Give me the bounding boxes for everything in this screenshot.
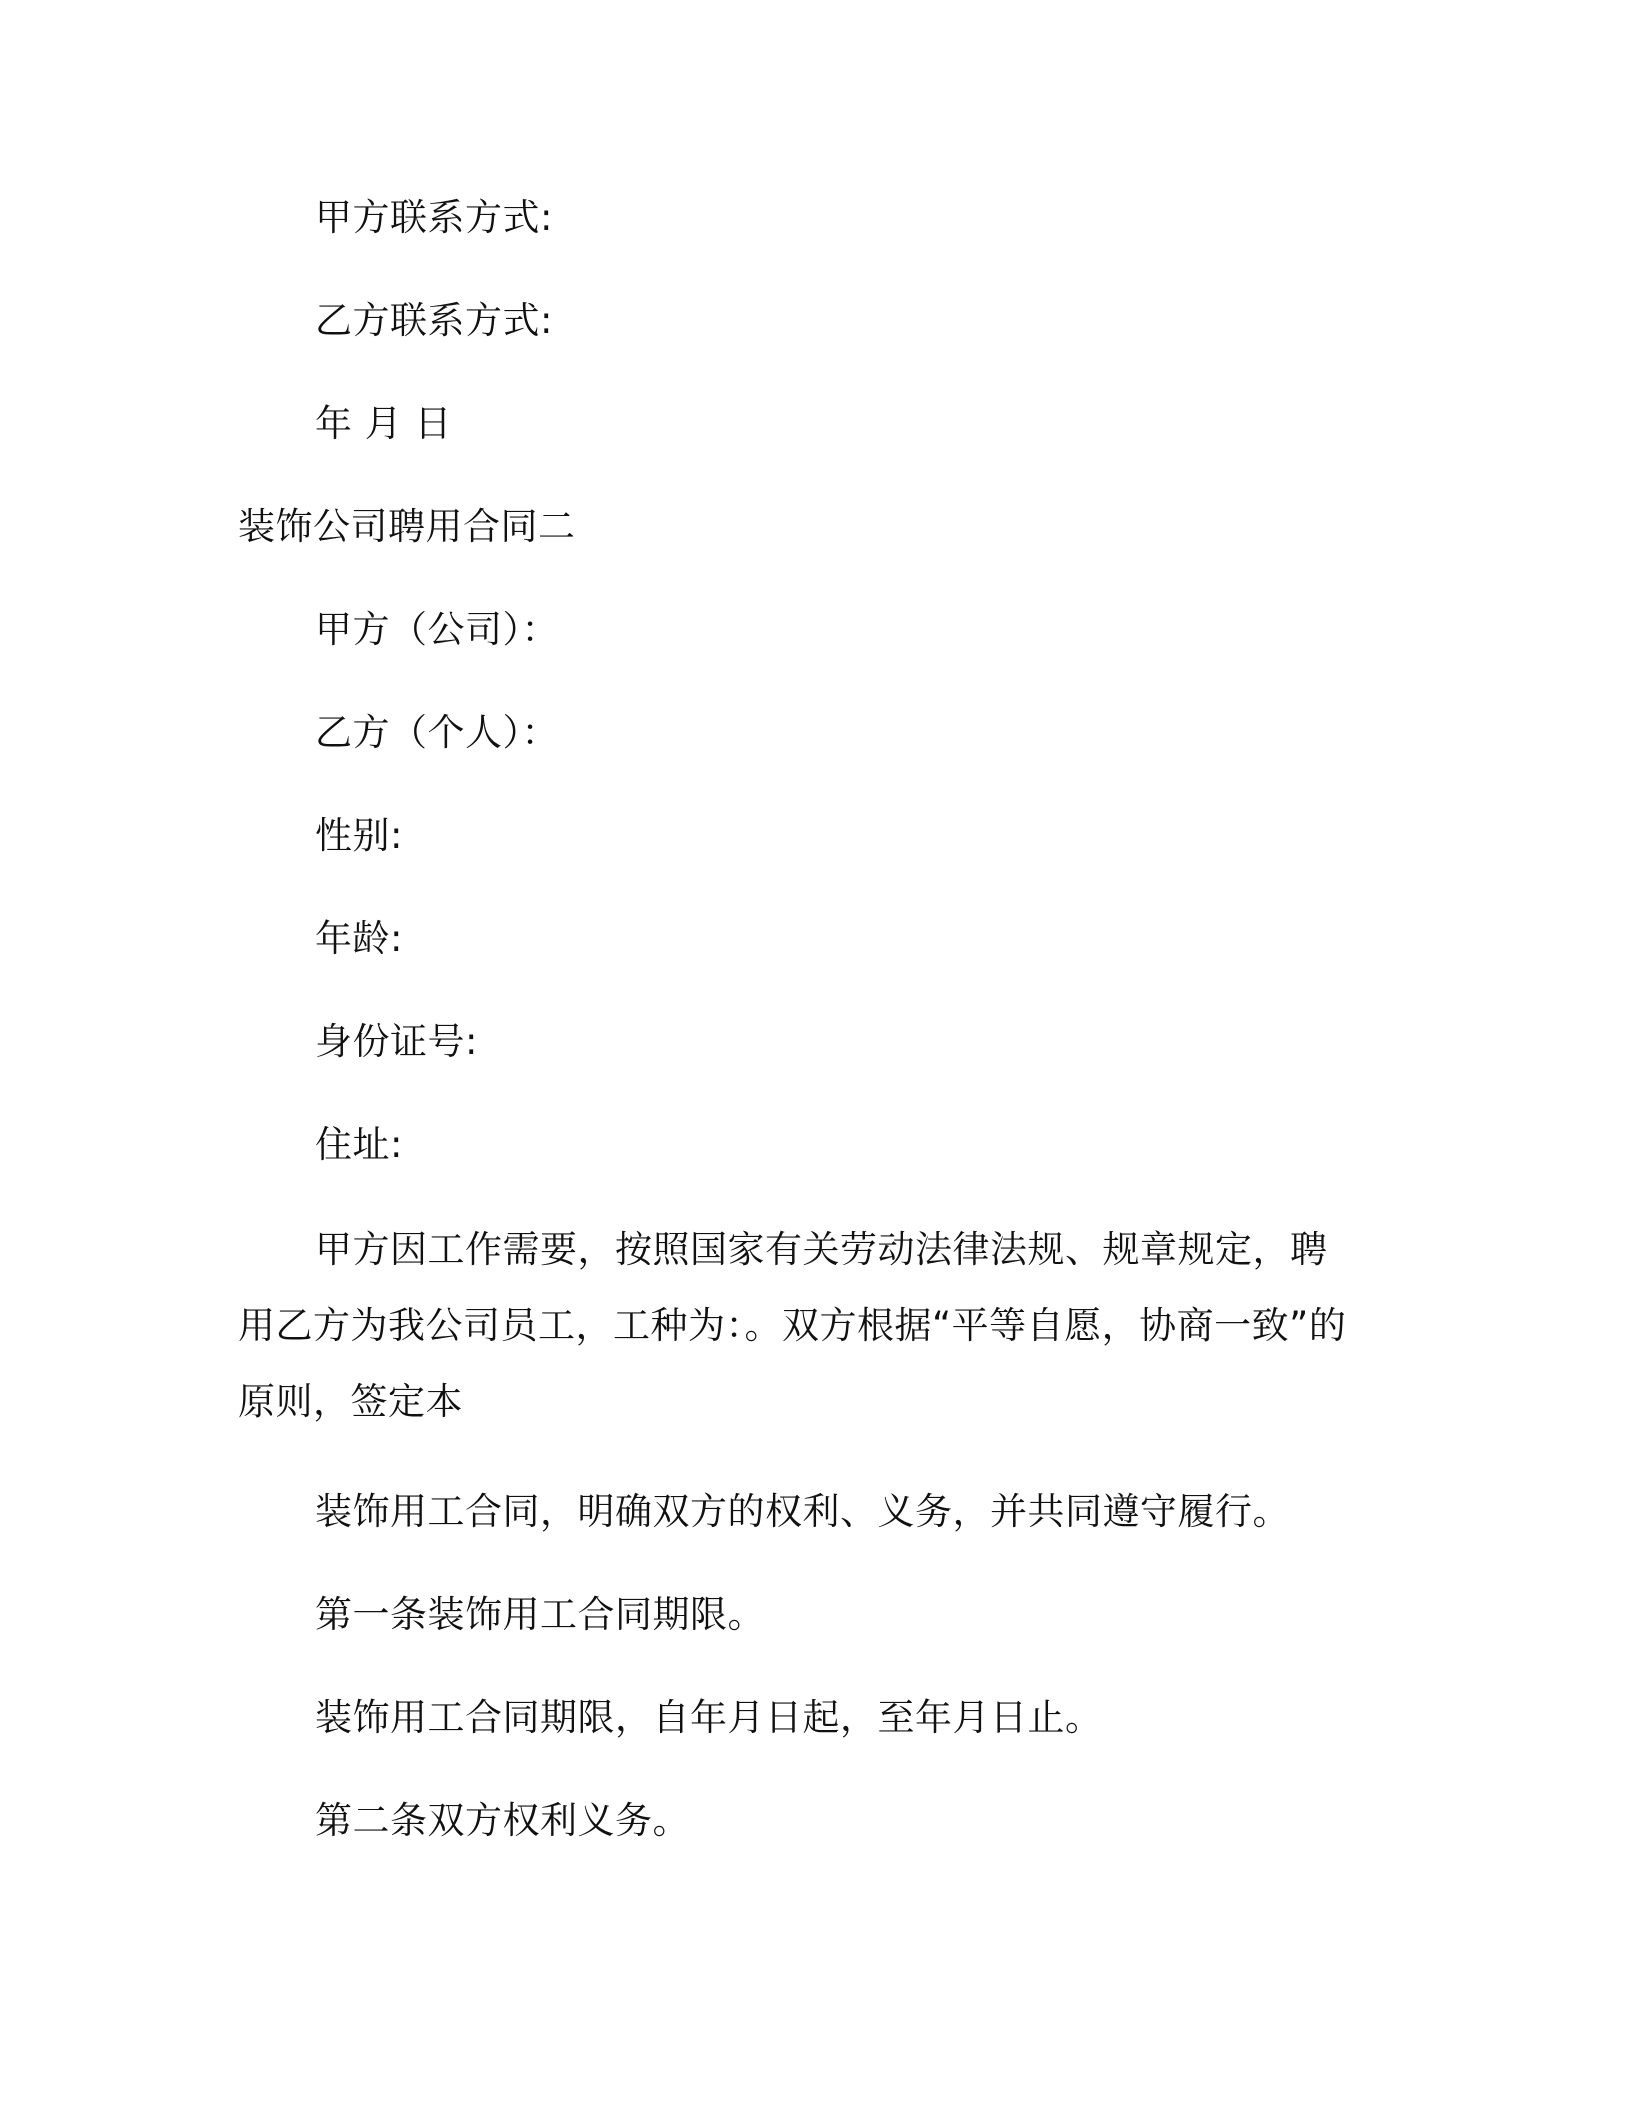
article-two-heading: 第二条双方权利义务。 — [315, 1799, 690, 1842]
party-b-contact-line: 乙方联系方式: — [315, 299, 553, 342]
article-one-heading: 第一条装饰用工合同期限。 — [315, 1593, 765, 1636]
gender-line: 性别: — [315, 814, 403, 857]
contract-purpose-line: 装饰用工合同，明确双方的权利、义务，并共同遵守履行。 — [315, 1490, 1290, 1533]
age-line: 年龄: — [315, 917, 403, 960]
intro-paragraph — [238, 1212, 1363, 1440]
contract-term-line: 装饰用工合同期限，自年月日起，至年月日止。 — [315, 1696, 1103, 1739]
party-a-contact-line: 甲方联系方式: — [315, 196, 553, 239]
contract-title: 装饰公司聘用合同二 — [238, 505, 576, 548]
address-line: 住址: — [315, 1123, 403, 1166]
date-line: 年 月 日 — [315, 402, 453, 445]
id-number-line: 身份证号: — [315, 1020, 478, 1063]
intro-paragraph-text: 甲方因工作需要，按照国家有关劳动法律法规、规章规定，聘用乙方为我公司员工，工种为：。双方根据“平等自愿，协商一致”的原则，签定本 — [238, 1228, 1347, 1423]
party-b-individual-line: 乙方（个人）： — [315, 711, 559, 754]
party-a-company-line: 甲方（公司）： — [315, 608, 559, 651]
